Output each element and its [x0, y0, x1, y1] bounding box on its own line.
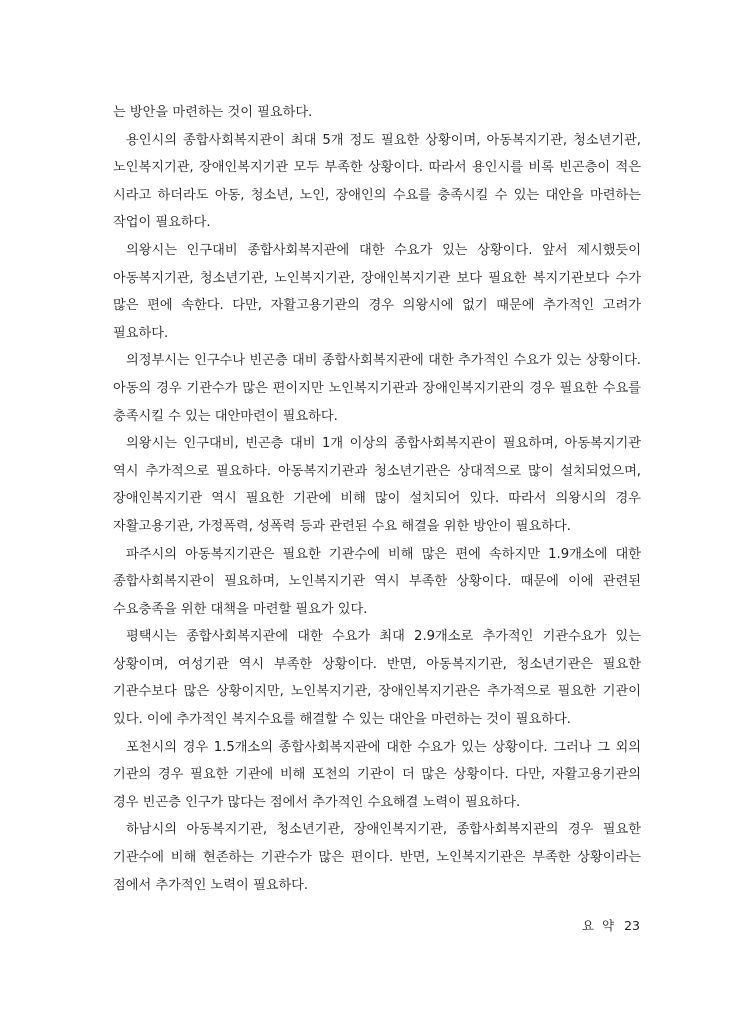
paragraph-hanam: 하남시의 아동복지기관, 청소년기관, 장애인복지기관, 종합사회복지관의 경우 필요한 기관수에 비해 현존하는 기관수가 많은 편이다. 반면, 노인복지기관은 부족한 상황이라는 점에서 추가적인 노력이 필요하다.: [113, 822, 641, 893]
page-number: 23: [624, 918, 640, 933]
paragraph-pocheon: 포천시의 경우 1.5개소의 종합사회복지관에 대한 수요가 있는 상황이다. 그러나 그 외의 기관의 경우 필요한 기관에 비해 포천의 기관이 더 많은 상황이다. 다만, 자활고용기관의 경우 빈곤층 인구가 많다는 점에서 추가적인 수요해결 노력이 필요하다.: [113, 739, 641, 810]
paragraph-uijeongbu: 의정부시는 인구수나 빈곤층 대비 종합사회복지관에 대한 추가적인 수요가 있는 상황이다. 아동의 경우 기관수가 많은 편이지만 노인복지기관과 장애인복지기관의 경우 필요한 수요를 충족시킬 수 있는 대안마련이 필요하다.: [113, 353, 641, 424]
paragraph-paju: 파주시의 아동복지기관은 필요한 기관수에 비해 많은 편에 속하지만 1.9개소에 대한 종합사회복지관이 필요하며, 노인복지기관 역시 부족한 상황이다. 때문에 이에 관련된 수요충족을 위한 대책을 마련할 필요가 있다.: [113, 546, 641, 617]
paragraph-uiwang: 의왕시는 인구대비 종합사회복지관에 대한 수요가 있는 상황이다. 앞서 제시했듯이 아동복지기관, 청소년기관, 노인복지기관, 장애인복지기관 보다 필요한 복지기관보다 수가 많은 편에 속한다. 다만, 자활고용기관의 경우 의왕시에 없기 때문에 추가적인 고려가 필요하다.: [113, 242, 641, 341]
paragraph-continuation: 는 방안을 마련하는 것이 필요하다.: [113, 105, 313, 120]
page-footer: [560, 916, 640, 934]
body-text: [113, 99, 641, 899]
footer-section-label: 요 약: [581, 918, 617, 933]
paragraph-uiwang-2: 의왕시는 인구대비, 빈곤층 대비 1개 이상의 종합사회복지관이 필요하며, 아동복지기관 역시 추가적으로 필요하다. 아동복지기관과 청소년기관은 상대적으로 많이 설치되었으며, 장애인복지기관 역시 필요한 기관에 비해 많이 설치되어 있다. 따라서 의왕시의 경우 자활고용기관, 가정폭력, 성폭력 등과 관련된 수요 해결을 위한 방안이 필요하다.: [113, 436, 641, 534]
paragraph-pyeongtaek: 평택시는 종합사회복지관에 대한 수요가 최대 2.9개소로 추가적인 기관수요가 있는 상황이며, 여성기관 역시 부족한 상황이다. 반면, 아동복지기관, 청소년기관은 필요한 기관수보다 많은 상황이지만, 노인복지기관, 장애인복지기관은 추가적으로 필요한 기관이 있다. 이에 추가적인 복지수요를 해결할 수 있는 대안을 마련하는 것이 필요하다.: [113, 629, 641, 728]
paragraph-yongin: 용인시의 종합사회복지관이 최대 5개 정도 필요한 상황이며, 아동복지기관, 청소년기관, 노인복지기관, 장애인복지기관 모두 부족한 상황이다. 따라서 용인시를 비록 빈곤층이 적은 시라고 하더라도 아동, 청소년, 노인, 장애인의 수요를 충족시킬 수 있는 대안을 마련하는 작업이 필요하다.: [113, 132, 641, 231]
